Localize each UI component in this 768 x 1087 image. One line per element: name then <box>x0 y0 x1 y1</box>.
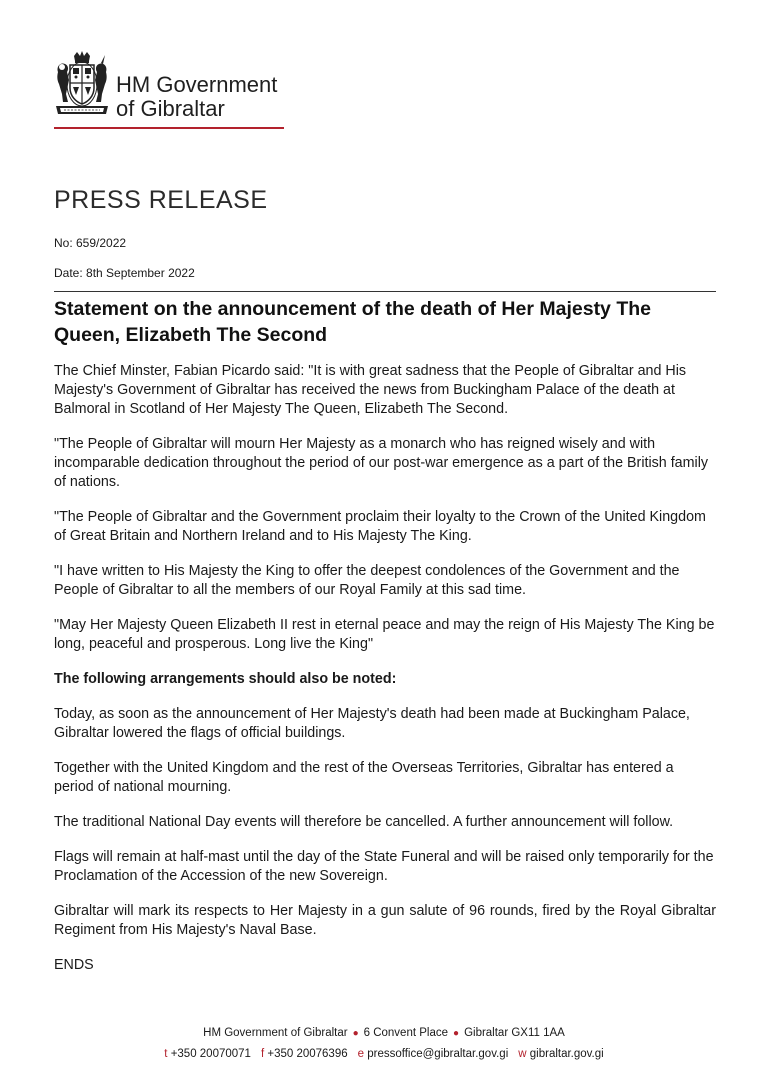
email-label: e <box>357 1048 365 1060</box>
org-line-2: of Gibraltar <box>116 96 225 121</box>
headline: Statement on the announcement of the death of Her Majesty The Queen, Elizabeth The Second <box>54 298 651 346</box>
paragraph: Flags will remain at half-mast until the day of the State Funeral and will be raised only temporarily for the Proclamation of the Accession of the new Sovereign. <box>54 849 714 884</box>
paragraph: "May Her Majesty Queen Elizabeth II rest in eternal peace and may the reign of His Majesty The King be long, peaceful and prosperous. Long live the King" <box>54 617 715 652</box>
footer-street: 6 Convent Place <box>363 1027 449 1039</box>
paragraph: Gibraltar will mark its respects to Her Majesty in a gun salute of 96 rounds, fired by the Royal Gibraltar Regiment from His Majesty's Naval Base. <box>54 903 716 938</box>
paragraph: The traditional National Day events will therefore be cancelled. A further announcement will follow. <box>54 814 674 830</box>
footer-org: HM Government of Gibraltar <box>203 1027 348 1039</box>
tel-label: t <box>164 1048 168 1060</box>
bullet-icon: ● <box>453 1028 460 1039</box>
arrangements-heading: The following arrangements should also be noted: <box>54 671 397 687</box>
footer-email-link[interactable]: pressoffice@gibraltar.gov.gi <box>367 1048 509 1060</box>
web-label: w <box>518 1048 527 1060</box>
ends-marker: ENDS <box>54 957 94 973</box>
paragraph: "I have written to His Majesty the King to offer the deepest condolences of the Government and the People of Gibraltar to all the members of our Royal Family at this sad time. <box>54 563 680 598</box>
bullet-icon: ● <box>352 1028 359 1039</box>
release-date: Date: 8th September 2022 <box>54 266 195 280</box>
paragraph: "The People of Gibraltar and the Government proclaim their loyalty to the Crown of the United Kingdom of Great Britain and Northern Ireland and to His Majesty The King. <box>54 509 706 544</box>
footer-contacts <box>0 1048 768 1060</box>
release-number: No: 659/2022 <box>54 236 127 250</box>
org-line-1: HM Government <box>116 72 278 97</box>
footer-website-link[interactable]: gibraltar.gov.gi <box>529 1048 604 1060</box>
paragraph: The Chief Minster, Fabian Picardo said: "It is with great sadness that the People of Gibraltar and His Majesty's Government of Gibraltar has received the news from Buckingham Palace of the death at Balmoral in Scotland of Her Majesty The Queen, Elizabeth The Second. <box>54 363 687 417</box>
statement-body <box>54 362 716 991</box>
footer-fax: +350 20076396 <box>267 1048 348 1060</box>
organization-name <box>116 73 277 121</box>
coat-of-arms-icon <box>52 50 112 120</box>
fax-label: f <box>260 1048 265 1060</box>
paragraph: "The People of Gibraltar will mourn Her Majesty as a monarch who has reigned wisely and with incomparable dedication throughout the period of our post-war emergence as a part of the British family of nations. <box>54 436 709 490</box>
footer-phone[interactable]: +350 20070071 <box>170 1048 251 1060</box>
press-release-title: PRESS RELEASE <box>54 186 268 214</box>
footer-address <box>0 1027 768 1039</box>
footer-postcode: Gibraltar GX11 1AA <box>464 1027 565 1039</box>
divider <box>54 291 716 292</box>
paragraph: Together with the United Kingdom and the rest of the Overseas Territories, Gibraltar has entered a period of national mourning. <box>54 760 674 795</box>
paragraph: Today, as soon as the announcement of Her Majesty's death had been made at Buckingham Palace, Gibraltar lowered the flags of official buildings. <box>54 706 690 741</box>
letterhead-underline <box>54 127 284 129</box>
